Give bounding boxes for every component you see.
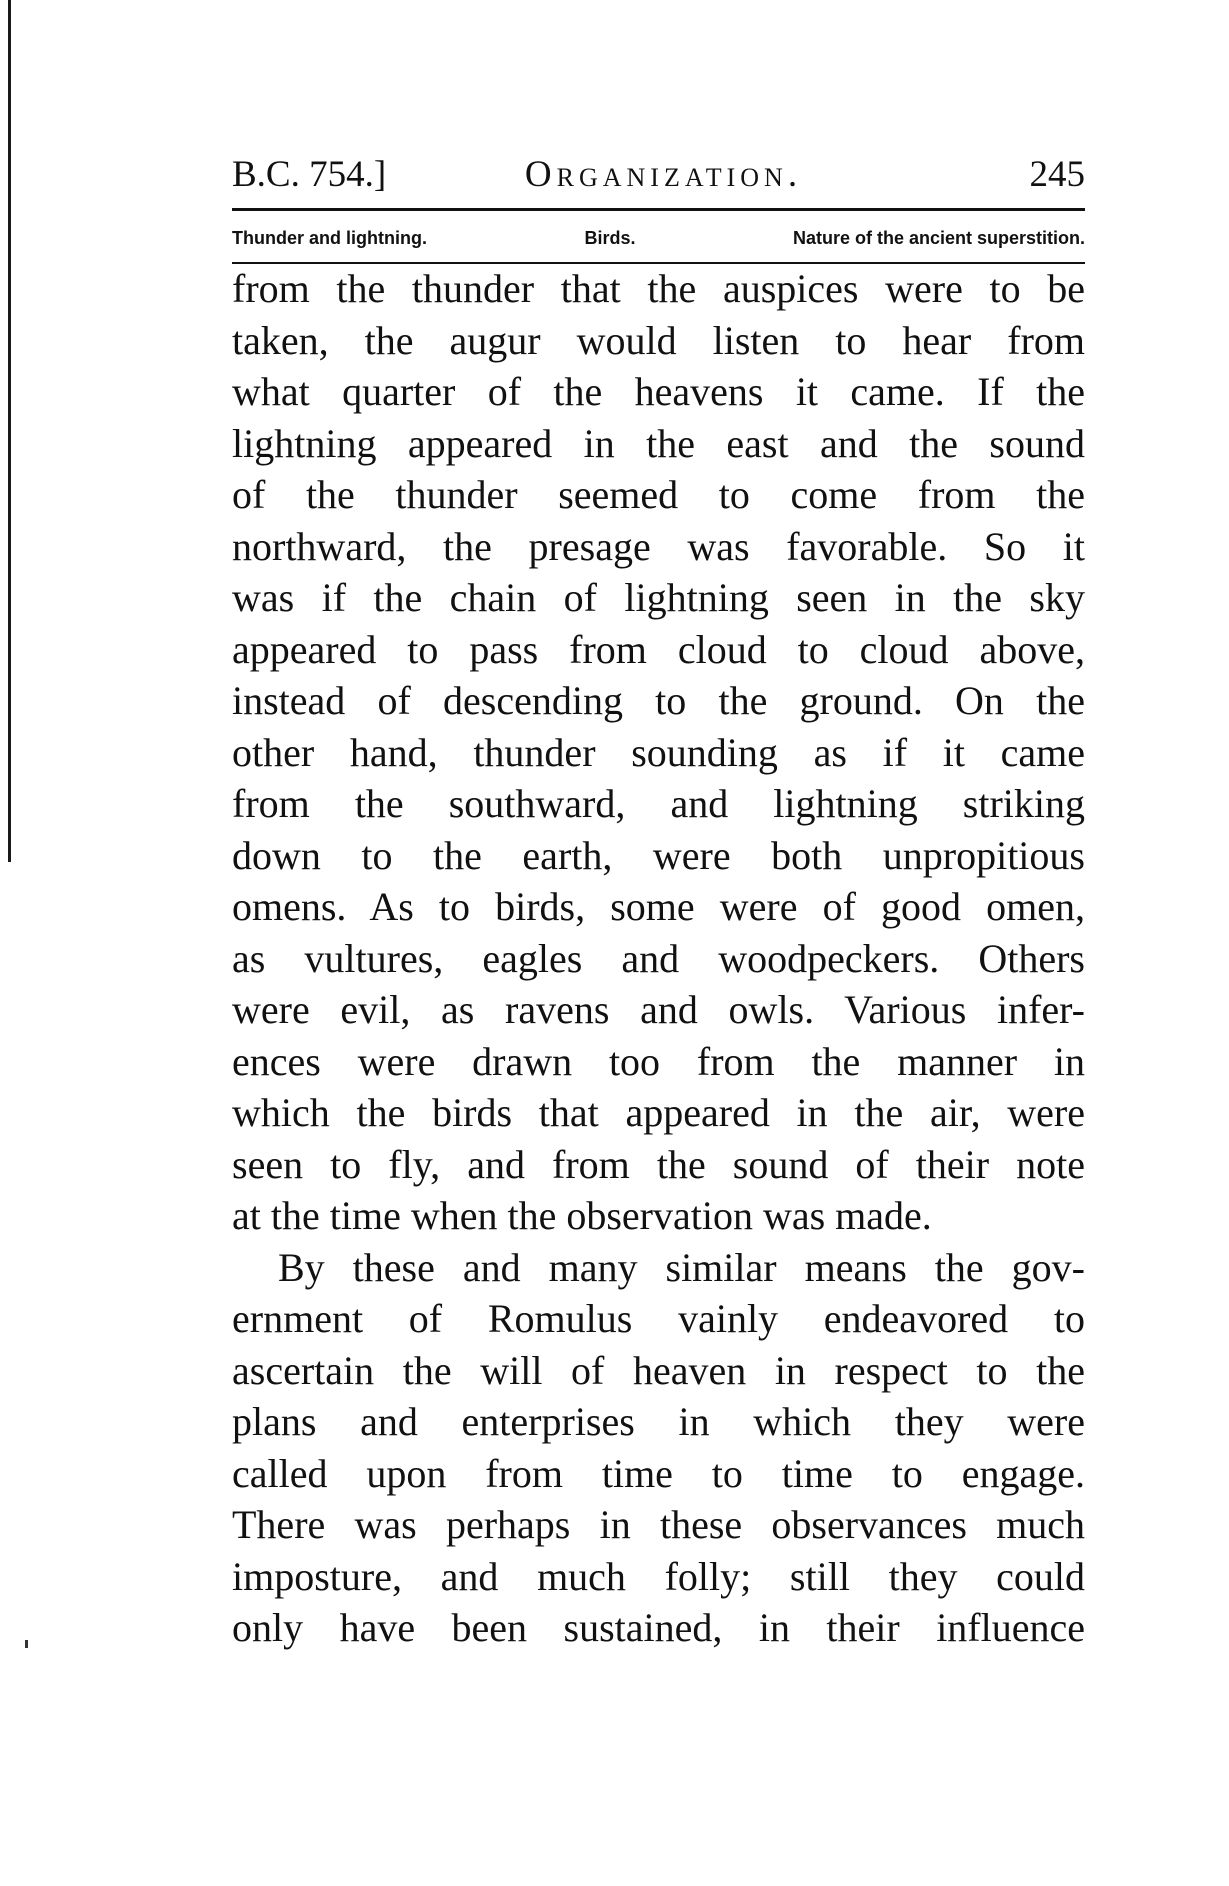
text-line: what quarter of the heavens it came. If the bbox=[232, 369, 1085, 414]
text-line: at the time when the observation was made. bbox=[232, 1193, 932, 1238]
text-line: of the thunder seemed to come from the bbox=[232, 472, 1085, 517]
text-line: ernment of Romulus vainly endeavored to bbox=[232, 1296, 1085, 1341]
text-line: plans and enterprises in which they were bbox=[232, 1399, 1085, 1444]
body-text bbox=[232, 263, 1085, 1654]
text-line: which the birds that appeared in the air, were bbox=[232, 1090, 1085, 1135]
paragraph-1 bbox=[232, 263, 1085, 1242]
text-line: taken, the augur would listen to hear from bbox=[232, 317, 1085, 363]
running-head-date: B.C. 754.] bbox=[232, 154, 387, 195]
text-line: ascertain the will of heaven in respect to the bbox=[232, 1347, 1085, 1393]
text-line: called upon from time to time to engage. bbox=[232, 1450, 1085, 1496]
text-line: seen to fly, and from the sound of their note bbox=[232, 1141, 1085, 1187]
text-line: were evil, as ravens and owls. Various infer- bbox=[232, 987, 1085, 1032]
text-line: northward, the presage was favorable. So it bbox=[232, 523, 1085, 569]
subhead-birds: Birds. bbox=[584, 228, 636, 248]
text-line: was if the chain of lightning seen in the sky bbox=[232, 575, 1085, 620]
running-head bbox=[232, 152, 1085, 198]
text-line: ences were drawn too from the manner in bbox=[232, 1038, 1085, 1084]
page-number: 245 bbox=[1029, 154, 1085, 195]
text-line: By these and many similar means the gov- bbox=[278, 1244, 1085, 1290]
subhead-superstition: Nature of the ancient superstition. bbox=[792, 228, 1085, 248]
paragraph-2 bbox=[232, 1242, 1085, 1654]
text-line: down to the earth, were both unpropitious bbox=[232, 832, 1085, 878]
marginal-subheads bbox=[232, 223, 1085, 253]
text-line: as vultures, eagles and woodpeckers. Others bbox=[232, 935, 1085, 981]
text-line: only have been sustained, in their influence bbox=[232, 1605, 1085, 1650]
text-line: imposture, and much folly; still they could bbox=[232, 1553, 1085, 1599]
text-line: There was perhaps in these observances much bbox=[232, 1502, 1085, 1547]
text-line: lightning appeared in the east and the sound bbox=[232, 420, 1085, 466]
text-line: from the thunder that the auspices were to be bbox=[232, 266, 1085, 311]
text-line: omens. As to birds, some were of good omen, bbox=[232, 884, 1085, 929]
text-line: instead of descending to the ground. On the bbox=[232, 678, 1085, 723]
header-rule-top bbox=[232, 208, 1085, 211]
running-head-title: Organization. bbox=[524, 154, 803, 195]
text-line: appeared to pass from cloud to cloud above, bbox=[232, 626, 1085, 672]
text-line: other hand, thunder sounding as if it came bbox=[232, 729, 1085, 775]
subhead-thunder: Thunder and lightning. bbox=[232, 228, 427, 248]
text-line: from the southward, and lightning striking bbox=[232, 781, 1085, 826]
